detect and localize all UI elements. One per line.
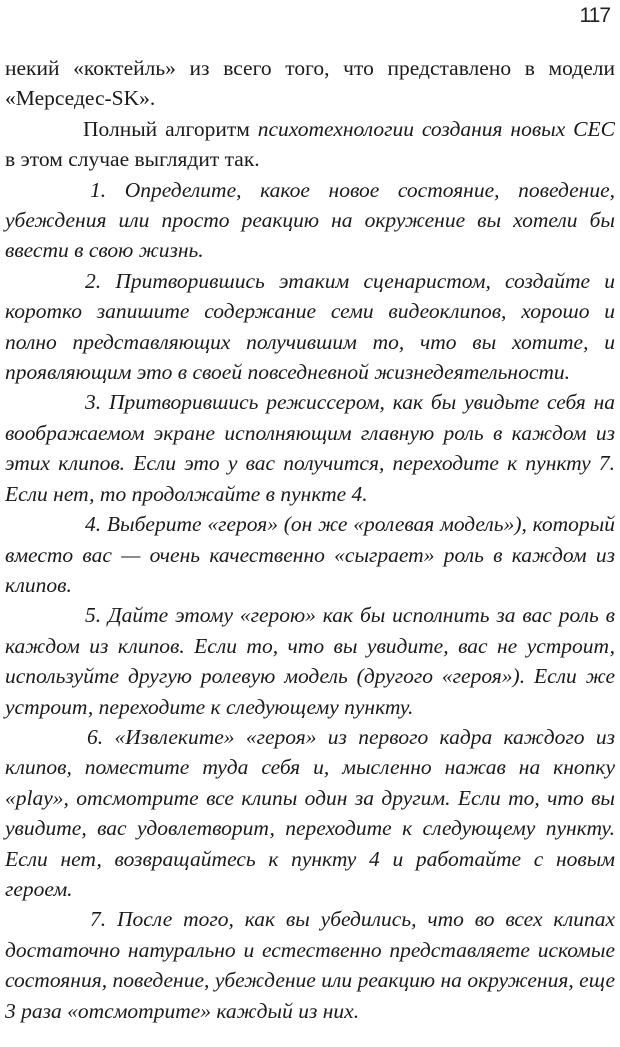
step-3: 3. Притворившись режиссером, как бы увидьте себя на воображаемом экране исполняющим главную роль в каждом из этих клипов. Если это у вас получится, переходите к пункту 7. Если нет, то продолжайте в пункте 4.	[5, 390, 615, 506]
page-number: 117	[579, 4, 610, 27]
step-6: 6. «Извлеките» «героя» из первого кадра каждого из клипов, поместите туда себя и, мысленно нажав на кнопку «play», отсмотрите все клипы один за другим. Если то, что вы увидите, вас удовлетворит, переходите к следующему пункту. Если нет, возвращайтесь к пункту 4 и работайте с новым героем.	[5, 724, 615, 901]
step-4: 4. Выберите «героя» (он же «ролевая модель»), который вместо вас — очень качественно «сыграет» роль в каждом из клипов.	[5, 512, 615, 597]
step-2: 2. Притворившись этаким сценаристом, создайте и коротко запишите содержание семи видеоклипов, хорошо и полно представляющих получившим то, что вы хотите, и проявляющим это в своей повседневной жизнедеятельности.	[5, 268, 615, 385]
algorithm-intro-tail: в этом случае выглядит так.	[5, 147, 260, 172]
algorithm-intro-lead: Полный алгоритм	[83, 116, 258, 141]
step-5: 5. Дайте этому «герою» как бы исполнить за вас роль в каждом из клипов. Если то, что вы увидите, вас не устроит, используйте другую ролевую модель (другого «героя»). Если же устроит, переходите к следующему пункту.	[5, 603, 615, 719]
step-7: 7. После того, как вы убедились, что во всех клипах достаточно натурально и естественно представляете искомые состояния, поведение, убеждение или реакцию на окружения, еще 3 раза «отсмотрите» каждый из них.	[5, 907, 615, 1023]
algorithm-intro-term: психотехнологии создания новых СЕС	[257, 116, 615, 141]
page-body	[5, 53, 615, 1026]
paragraph-intro-continuation: некий «коктейль» из всего того, что представлено в модели «Мерседес-SK».	[5, 56, 615, 111]
step-1: 1. Определите, какое новое состояние, поведение, убеждения или просто реакцию на окружение вы хотели бы ввести в свою жизнь.	[5, 177, 615, 263]
paragraph-algorithm-intro	[5, 114, 615, 175]
